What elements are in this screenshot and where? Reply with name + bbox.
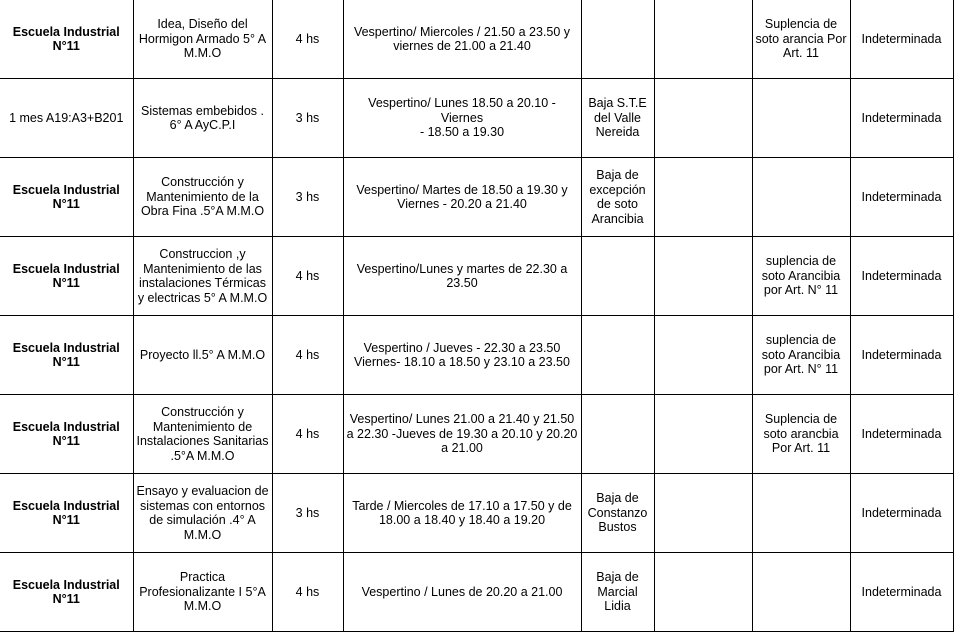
subject-cell[interactable]: Proyecto ll.5° A M.M.O xyxy=(133,316,272,395)
reason-cell[interactable] xyxy=(581,316,654,395)
subject-cell[interactable]: Sistemas embebidos . 6° A AyC.P.I xyxy=(133,79,272,158)
schedule-cell[interactable]: Vespertino/Lunes y martes de 22.30 a 23.50 xyxy=(343,237,581,316)
suplencia-cell[interactable]: suplencia de soto Arancibia por Art. N° 11 xyxy=(752,316,850,395)
hours-cell[interactable]: 3 hs xyxy=(272,79,343,158)
hours-cell[interactable]: 4 hs xyxy=(272,553,343,632)
suplencia-cell[interactable]: Suplencia de soto arancbia Por Art. 11 xyxy=(752,395,850,474)
table-row xyxy=(0,237,953,316)
subject-cell[interactable]: Construccion ,y Mantenimiento de las instalaciones Térmicas y electricas 5° A M.M.O xyxy=(133,237,272,316)
empty-cell[interactable] xyxy=(654,474,752,553)
suplencia-cell[interactable]: Suplencia de soto arancia Por Art. 11 xyxy=(752,0,850,79)
duration-cell[interactable]: Indeterminada xyxy=(850,0,953,79)
school-cell[interactable]: Escuela Industrial N°11 xyxy=(0,237,133,316)
reason-cell[interactable]: Baja de Constanzo Bustos xyxy=(581,474,654,553)
hours-cell[interactable]: 3 hs xyxy=(272,158,343,237)
table-row xyxy=(0,158,953,237)
school-cell[interactable]: Escuela Industrial N°11 xyxy=(0,395,133,474)
schedule-cell[interactable]: Vespertino/ Miercoles / 21.50 a 23.50 y viernes de 21.00 a 21.40 xyxy=(343,0,581,79)
schedule-cell[interactable]: Vespertino / Jueves - 22.30 a 23.50 Viernes- 18.10 a 18.50 y 23.10 a 23.50 xyxy=(343,316,581,395)
suplencia-cell[interactable] xyxy=(752,474,850,553)
empty-cell[interactable] xyxy=(654,237,752,316)
school-cell[interactable]: Escuela Industrial N°11 xyxy=(0,553,133,632)
empty-cell[interactable] xyxy=(654,158,752,237)
schedule-cell[interactable]: Vespertino/ Lunes 21.00 a 21.40 y 21.50 a 22.30 -Jueves de 19.30 a 20.10 y 20.20 a 21.00 xyxy=(343,395,581,474)
reason-cell[interactable] xyxy=(581,237,654,316)
reason-cell[interactable]: Baja de excepción de soto Arancibia xyxy=(581,158,654,237)
school-cell[interactable]: Escuela Industrial N°11 xyxy=(0,0,133,79)
hours-cell[interactable]: 4 hs xyxy=(272,237,343,316)
table-row xyxy=(0,316,953,395)
table-row xyxy=(0,79,953,158)
hours-cell[interactable]: 3 hs xyxy=(272,474,343,553)
duration-cell[interactable]: Indeterminada xyxy=(850,158,953,237)
table-row xyxy=(0,474,953,553)
school-cell[interactable]: Escuela Industrial N°11 xyxy=(0,316,133,395)
hours-cell[interactable]: 4 hs xyxy=(272,0,343,79)
schedule-cell[interactable]: Vespertino / Lunes de 20.20 a 21.00 xyxy=(343,553,581,632)
subject-cell[interactable]: Construcción y Mantenimiento de Instalaciones Sanitarias .5°A M.M.O xyxy=(133,395,272,474)
empty-cell[interactable] xyxy=(654,79,752,158)
reason-cell[interactable] xyxy=(581,395,654,474)
empty-cell[interactable] xyxy=(654,0,752,79)
duration-cell[interactable]: Indeterminada xyxy=(850,395,953,474)
duration-cell[interactable]: Indeterminada xyxy=(850,474,953,553)
table-row xyxy=(0,553,953,632)
empty-cell[interactable] xyxy=(654,316,752,395)
schedule-cell[interactable]: Vespertino/ Lunes 18.50 a 20.10 - Viernes - 18.50 a 19.30 xyxy=(343,79,581,158)
empty-cell[interactable] xyxy=(654,395,752,474)
reason-cell[interactable]: Baja S.T.E del Valle Nereida xyxy=(581,79,654,158)
duration-cell[interactable]: Indeterminada xyxy=(850,553,953,632)
duration-cell[interactable]: Indeterminada xyxy=(850,79,953,158)
school-cell[interactable]: Escuela Industrial N°11 xyxy=(0,158,133,237)
duration-cell[interactable]: Indeterminada xyxy=(850,237,953,316)
empty-cell[interactable] xyxy=(654,553,752,632)
subject-cell[interactable]: Idea, Diseño del Hormigon Armado 5° A M.M.O xyxy=(133,0,272,79)
schedule-cell[interactable]: Tarde / Miercoles de 17.10 a 17.50 y de 18.00 a 18.40 y 18.40 a 19.20 xyxy=(343,474,581,553)
duration-cell[interactable]: Indeterminada xyxy=(850,316,953,395)
table-row xyxy=(0,395,953,474)
table-row xyxy=(0,0,953,79)
subject-cell[interactable]: Ensayo y evaluacion de sistemas con entornos de simulación .4° A M.M.O xyxy=(133,474,272,553)
suplencia-cell[interactable] xyxy=(752,553,850,632)
school-cell[interactable]: 1 mes A19:A3+B201 xyxy=(0,79,133,158)
schedule-cell[interactable]: Vespertino/ Martes de 18.50 a 19.30 y Viernes - 20.20 a 21.40 xyxy=(343,158,581,237)
reason-cell[interactable] xyxy=(581,0,654,79)
suplencia-cell[interactable]: suplencia de soto Arancibia por Art. N° 11 xyxy=(752,237,850,316)
hours-cell[interactable]: 4 hs xyxy=(272,316,343,395)
school-cell[interactable]: Escuela Industrial N°11 xyxy=(0,474,133,553)
subject-cell[interactable]: Construcción y Mantenimiento de la Obra Fina .5°A M.M.O xyxy=(133,158,272,237)
suplencia-cell[interactable] xyxy=(752,158,850,237)
reason-cell[interactable]: Baja de Marcial Lidia xyxy=(581,553,654,632)
suplencia-cell[interactable] xyxy=(752,79,850,158)
subject-cell[interactable]: Practica Profesionalizante I 5°A M.M.O xyxy=(133,553,272,632)
hours-cell[interactable]: 4 hs xyxy=(272,395,343,474)
